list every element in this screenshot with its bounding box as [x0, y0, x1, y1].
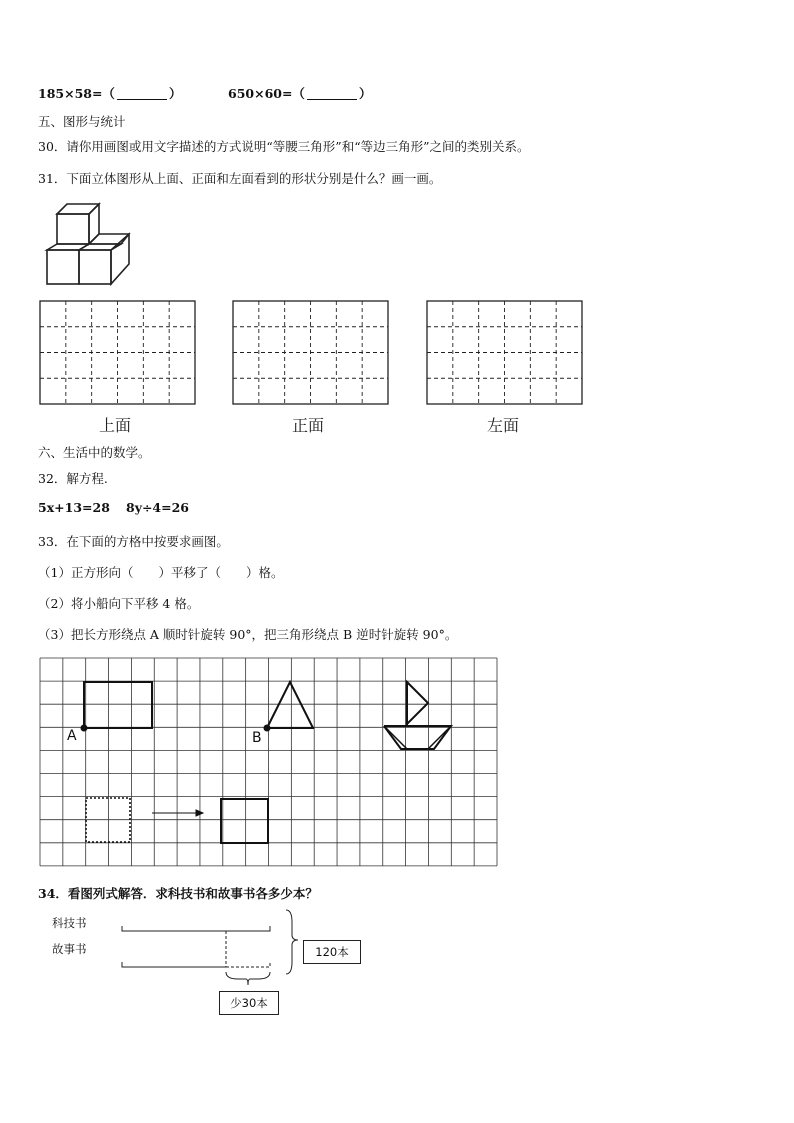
triangle-shape	[267, 682, 313, 728]
question-34: 34．看图列式解答．求科技书和故事书各多少本？	[38, 886, 318, 901]
rectangle-shape	[84, 682, 152, 728]
view-grid-0	[40, 301, 195, 404]
science-segment	[122, 926, 270, 931]
cube-bl-top	[47, 244, 89, 250]
cube-bl-front	[47, 250, 79, 284]
label-story: 故事书	[52, 942, 87, 956]
arrow-head	[196, 810, 203, 816]
question-32: 32．解方程.	[38, 471, 108, 486]
point-a-label: A	[67, 728, 77, 744]
point-b-label: B	[252, 730, 262, 746]
boat-sail	[407, 682, 428, 724]
equation-a: 5x+13=28	[38, 500, 110, 515]
question-33-1: （1）正方形向（ ）平移了（ ）格。	[38, 565, 284, 580]
boat-hull-line-2	[428, 726, 451, 749]
cube-top-front	[57, 214, 89, 244]
point-a-dot	[82, 726, 87, 731]
section-6-title: 六、生活中的数学。	[38, 445, 151, 460]
calc-line: 185×58=（ ）	[38, 86, 182, 101]
label-left-view: 左面	[487, 416, 520, 435]
boat-hull-line-1	[384, 726, 407, 749]
less-segment	[226, 962, 270, 967]
cube-top-side	[89, 204, 99, 244]
cube-br-front	[79, 250, 111, 284]
question-31: 31．下面立体图形从上面、正面和左面看到的形状分别是什么？画一画。	[38, 171, 442, 186]
answer-blank-2[interactable]	[307, 87, 357, 100]
total-box: 120本	[303, 940, 361, 964]
section-5-title: 五、图形与统计	[38, 114, 126, 129]
less-box: 少30本	[219, 991, 279, 1015]
label-top-view: 上面	[99, 416, 132, 435]
equation-b: 8y÷4=26	[126, 500, 190, 515]
view-grid-2	[427, 301, 582, 404]
question-33-3: （3）把长方形绕点 A 顺时针旋转 90°，把三角形绕点 B 逆时针旋转 90°。	[38, 627, 458, 642]
view-grid-1	[233, 301, 388, 404]
story-segment	[122, 962, 226, 967]
cube-top-top	[57, 204, 99, 214]
cube-br-top	[79, 244, 121, 250]
total-brace	[286, 910, 298, 974]
label-front-view: 正面	[292, 416, 325, 435]
cube-br-side	[111, 234, 129, 284]
label-science: 科技书	[52, 916, 87, 930]
question-30: 30．请你用画图或用文字描述的方式说明“等腰三角形”和“等边三角形”之间的类别关系。	[38, 139, 530, 154]
less-brace	[226, 972, 270, 985]
point-b-dot	[265, 726, 270, 731]
solid-square	[221, 799, 268, 843]
question-33: 33．在下面的方格中按要求画图。	[38, 534, 229, 549]
question-33-2: （2）将小船向下平移 4 格。	[38, 596, 200, 611]
calc-eq1: 185×58=（	[38, 86, 115, 101]
cube-br-top2	[89, 234, 129, 244]
boat-hull	[384, 726, 451, 749]
calc-eq2: 650×60=（	[228, 86, 305, 101]
answer-blank-1[interactable]	[117, 87, 167, 100]
dotted-square	[86, 798, 130, 842]
calc-line-2: 650×60=（ ）	[228, 86, 372, 101]
